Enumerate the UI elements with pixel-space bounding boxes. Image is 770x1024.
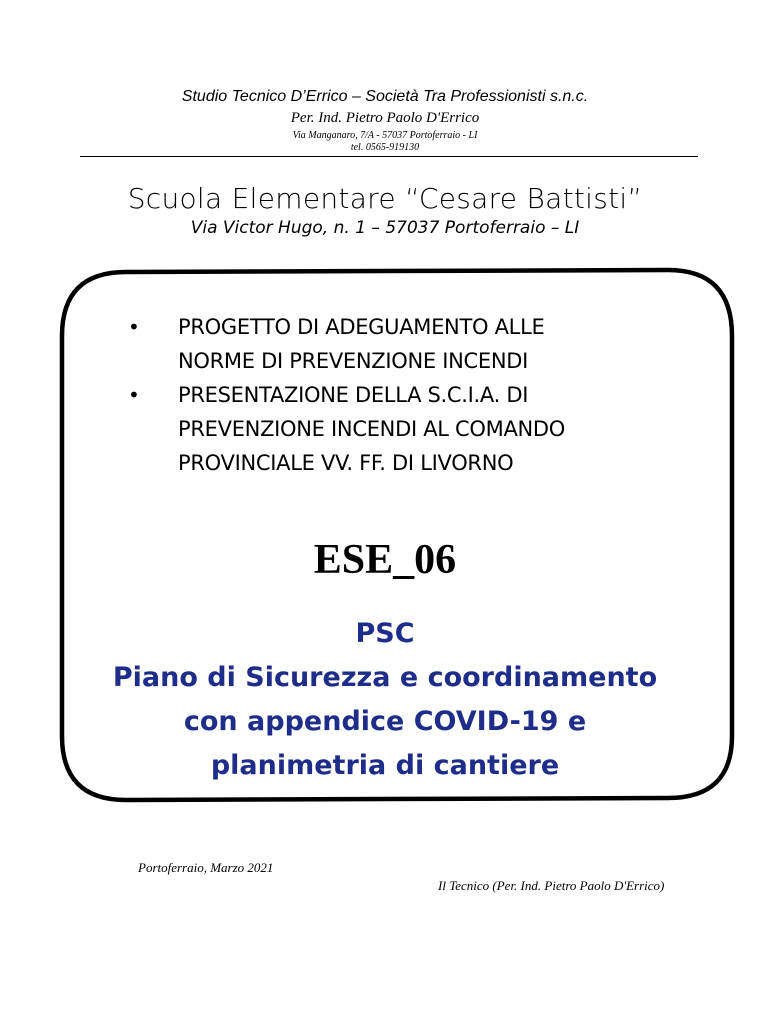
list-item-line: NORME DI PREVENZIONE INCENDI (178, 349, 529, 373)
document-title-line: PSC (355, 618, 415, 649)
list-item (128, 378, 688, 480)
list-item (128, 310, 688, 378)
list-item-line: PROVINCIALE VV. FF. DI LIVORNO (178, 451, 514, 475)
firm-name: Studio Tecnico D’Errico – Società Tra Professionisti s.n.c. (181, 88, 589, 105)
document-title-line: con appendice COVID-19 e (183, 706, 587, 737)
firm-address: Via Manganaro, 7/A - 57037 Portoferraio - LI (292, 130, 478, 141)
bullet-icon: • (128, 383, 140, 407)
document-code: ESE_06 (313, 537, 457, 583)
document-title-line: planimetria di cantiere (210, 750, 560, 781)
signature-line: Il Tecnico (Per. Ind. Pietro Paolo D'Errico) (438, 878, 665, 893)
place-date: Portoferraio, Marzo 2021 (138, 860, 274, 875)
firm-phone: tel. 0565-919130 (350, 142, 420, 153)
technician-name: Per. Ind. Pietro Paolo D'Errico (290, 110, 480, 126)
header-divider (80, 156, 698, 157)
school-address: Via Victor Hugo, n. 1 – 57037 Portoferraio – LI (190, 218, 580, 238)
bullet-icon: • (128, 315, 140, 339)
list-item-line: PRESENTAZIONE DELLA S.C.I.A. DI (178, 383, 529, 407)
list-item-line: PROGETTO DI ADEGUAMENTO ALLE (178, 315, 545, 339)
document-title-line: Piano di Sicurezza e coordinamento (112, 662, 658, 693)
project-scope-list (128, 310, 688, 480)
list-item-line: PREVENZIONE INCENDI AL COMANDO (178, 417, 566, 441)
document-title (0, 612, 770, 788)
school-name: Scuola Elementare “Cesare Battisti” (127, 182, 643, 215)
